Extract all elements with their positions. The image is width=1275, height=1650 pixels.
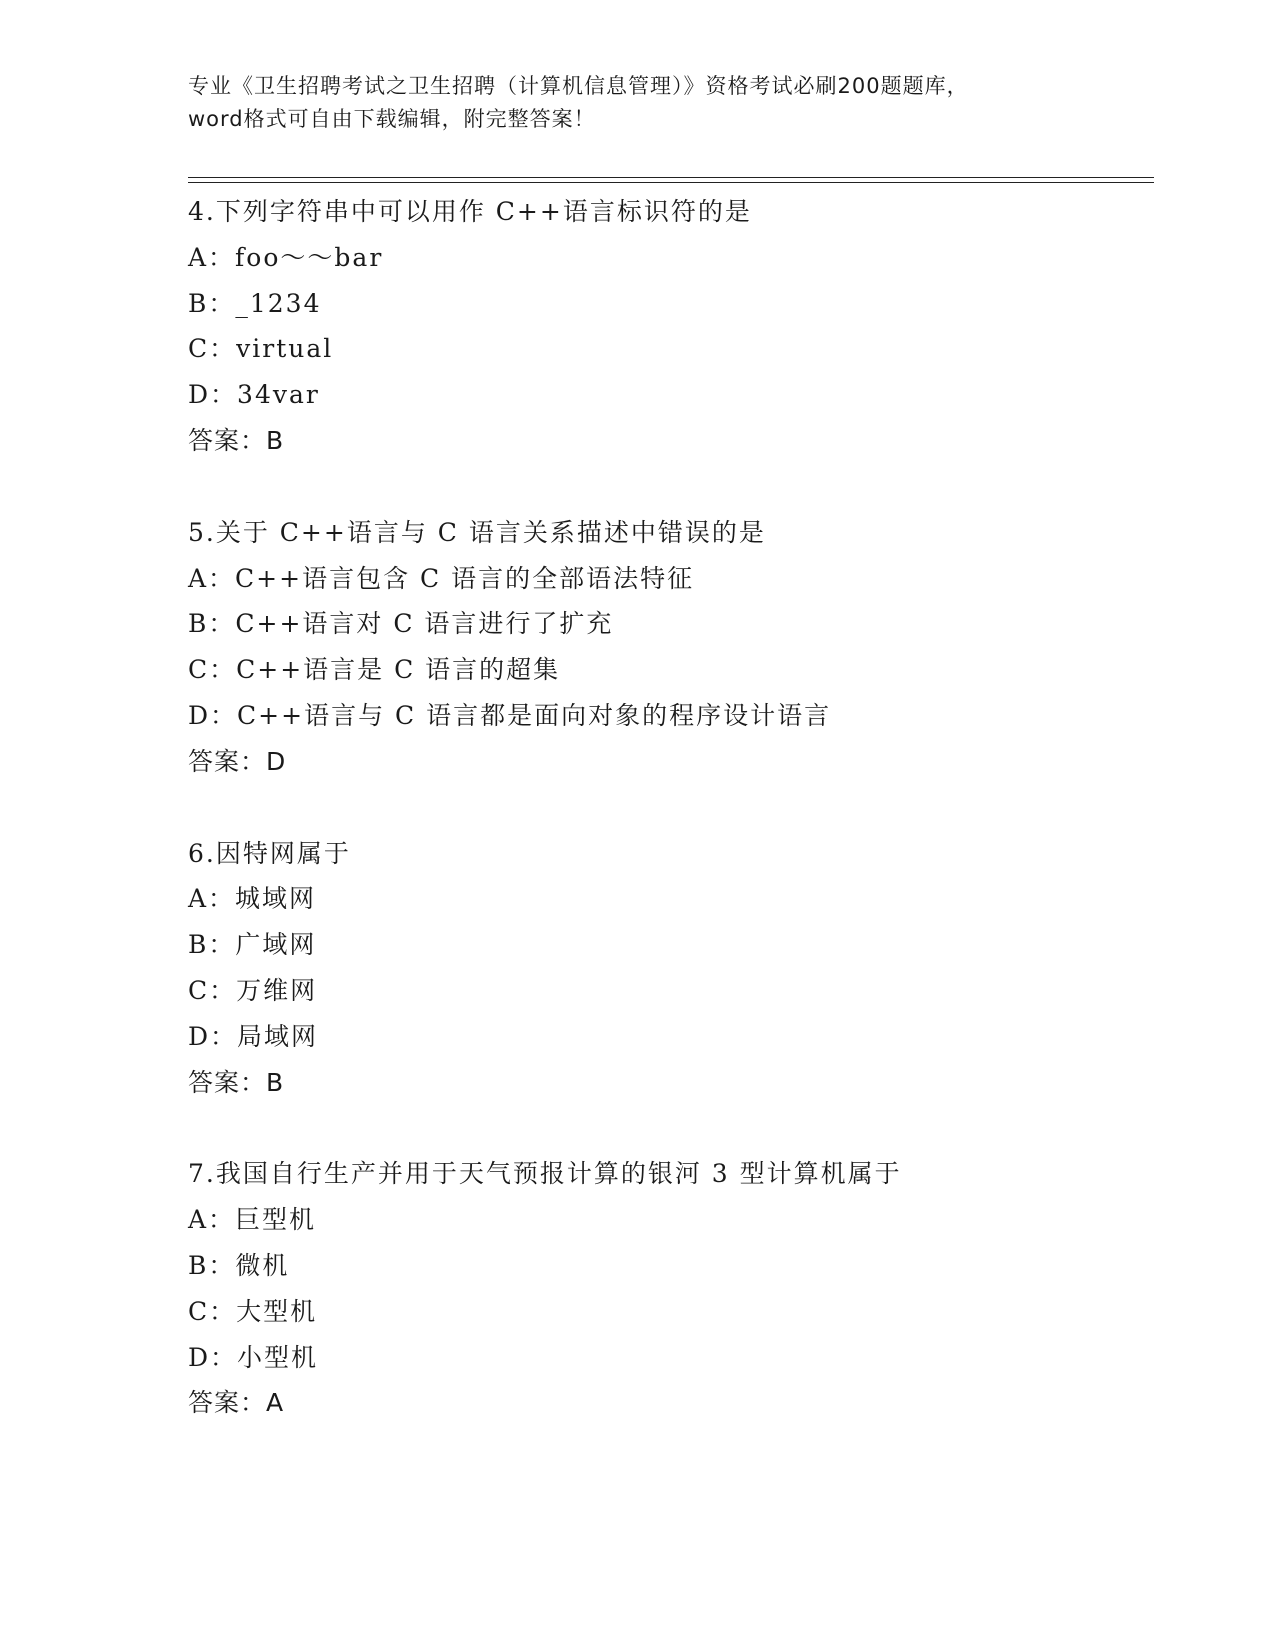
option-d: D：C++语言与 C 语言都是面向对象的程序设计语言 bbox=[188, 700, 832, 730]
header-divider-bottom bbox=[188, 182, 1154, 183]
option-d: D：小型机 bbox=[188, 1342, 319, 1372]
answer: 答案：A bbox=[188, 1388, 285, 1418]
option-a: A：foo～～bar bbox=[188, 242, 384, 272]
option-c: C：万维网 bbox=[188, 975, 318, 1005]
question-stem: 5.关于 C++语言与 C 语言关系描述中错误的是 bbox=[188, 517, 766, 547]
option-c: C：C++语言是 C 语言的超集 bbox=[188, 655, 561, 685]
option-a: A：城域网 bbox=[188, 884, 317, 914]
question-6 bbox=[188, 831, 1148, 1106]
question-stem: 4.下列字符串中可以用作 C++语言标识符的是 bbox=[188, 197, 752, 226]
header-line-1: 专业《卫生招聘考试之卫生招聘（计算机信息管理）》资格考试必刷200题题库， bbox=[188, 74, 969, 98]
option-b: B：微机 bbox=[188, 1250, 290, 1280]
question-5 bbox=[188, 510, 1148, 785]
header-line-2: word格式可自由下载编辑，附完整答案！ bbox=[188, 107, 596, 131]
question-7 bbox=[188, 1151, 1148, 1426]
answer: 答案：D bbox=[188, 746, 287, 776]
header-divider-top bbox=[188, 177, 1154, 178]
option-b: B：C++语言对 C 语言进行了扩充 bbox=[188, 609, 614, 639]
option-a: A：巨型机 bbox=[188, 1205, 317, 1235]
question-4 bbox=[188, 189, 1148, 464]
option-a: A：C++语言包含 C 语言的全部语法特征 bbox=[188, 563, 695, 593]
option-b: B：广域网 bbox=[188, 930, 317, 960]
option-d: D：局域网 bbox=[188, 1021, 319, 1051]
question-list bbox=[188, 189, 1148, 1472]
answer: 答案：B bbox=[188, 1067, 285, 1097]
question-stem: 7.我国自行生产并用于天气预报计算的银河 3 型计算机属于 bbox=[188, 1159, 902, 1189]
option-c: C：virtual bbox=[188, 334, 334, 364]
option-c: C：大型机 bbox=[188, 1296, 318, 1326]
option-b: B：_1234 bbox=[188, 288, 322, 318]
question-stem: 6.因特网属于 bbox=[188, 838, 351, 868]
answer: 答案：B bbox=[188, 425, 285, 455]
document-header bbox=[188, 70, 1108, 136]
option-d: D：34var bbox=[188, 380, 320, 410]
